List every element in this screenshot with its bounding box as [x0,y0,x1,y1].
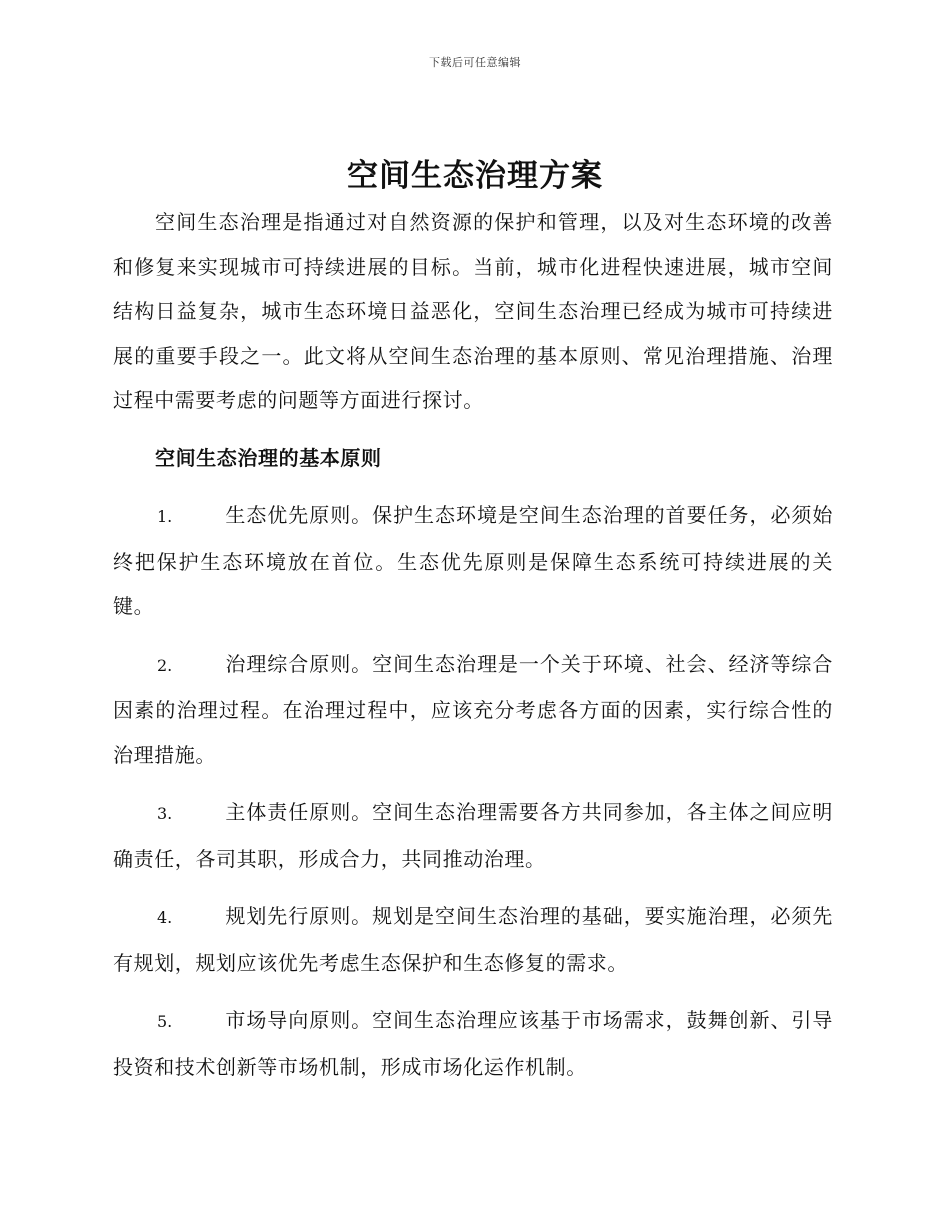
principle-item-1 [113,493,833,629]
principle-item-3 [113,790,833,881]
principle-item-5 [113,998,833,1089]
document-title: 空间生态治理方案 [347,158,603,194]
principle-text: 规划先行原则。规划是空间生态治理的基础，要实施治理，必须先有规划，规划应该优先考虑生态保护和生态修复的需求。 [113,904,833,975]
principle-text: 市场导向原则。空间生态治理应该基于市场需求，鼓舞创新、引导投资和技术创新等市场机制，形成市场化运作机制。 [113,1008,833,1079]
section-heading: 空间生态治理的基本原则 [155,445,382,470]
principle-text: 生态优先原则。保护生态环境是空间生态治理的首要任务，必须始终把保护生态环境放在首位。生态优先原则是保障生态系统可持续进展的关键。 [113,503,833,618]
principle-text: 治理综合原则。空间生态治理是一个关于环境、社会、经济等综合因素的治理过程。在治理过程中，应该充分考虑各方面的因素，实行综合性的治理措施。 [113,651,833,767]
header-note: 下载后可任意编辑 [429,56,521,69]
principle-text: 主体责任原则。空间生态治理需要各方共同参加，各主体之间应明确责任，各司其职，形成合力，共同推动治理。 [113,800,833,871]
principle-number: 3. [157,804,173,823]
principle-number: 4. [157,908,173,927]
principle-number: 5. [157,1012,173,1031]
principle-item-2 [113,642,833,778]
principle-number: 1. [157,507,173,526]
principle-item-4 [113,894,833,985]
principle-number: 2. [157,655,173,675]
intro-paragraph: 空间生态治理是指通过对自然资源的保护和管理，以及对生态环境的改善和修复来实现城市可持续进展的目标。当前，城市化进程快速进展，城市空间结构日益复杂，城市生态环境日益恶化，空间生态治理已经成为城市可持续进展的重要手段之一。此文将从空间生态治理的基本原则、常见治理措施、治理过程中需要考虑的问题等方面进行探讨。 [113,210,833,412]
document-body [113,200,833,1089]
